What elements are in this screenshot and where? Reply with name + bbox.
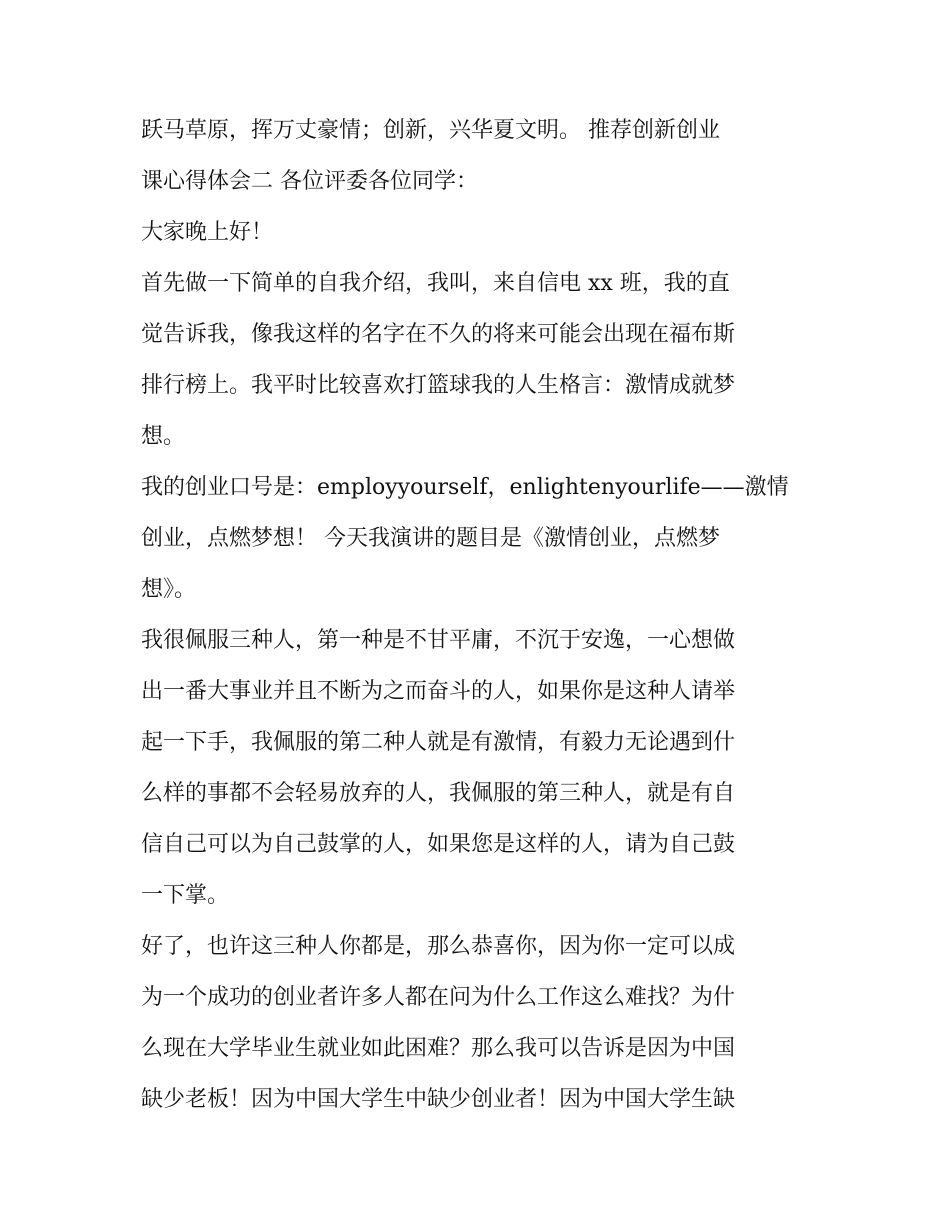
text-line: 我的创业口号是：employyourself，enlightenyourlife——激情 [141, 475, 789, 500]
paragraph-1 [141, 105, 821, 207]
paragraph-5 [141, 615, 821, 921]
text-line: 一下掌。 [141, 883, 230, 908]
text-line: 创业，点燃梦想！ 今天我演讲的题目是《激情创业，点燃梦 [141, 526, 720, 551]
text-line: 大家晚上好！ [141, 220, 274, 245]
paragraph-6 [141, 921, 821, 1125]
text-line: 跃马草原，挥万丈豪情；创新，兴华夏文明。 推荐创新创业 [141, 118, 720, 143]
text-line: 么现在大学毕业生就业如此困难？那么我可以告诉是因为中国 [141, 1036, 736, 1061]
text-line: 为一个成功的创业者许多人都在问为什么工作这么难找？为什 [141, 985, 736, 1010]
document-body [141, 105, 821, 1125]
text-line: 课心得体会二 各位评委各位同学： [141, 169, 478, 194]
text-line: 首先做一下简单的自我介绍，我叫，来自信电 xx 班，我的直 [141, 271, 730, 296]
text-line: 想。 [141, 424, 186, 449]
text-line: 么样的事都不会轻易放弃的人，我佩服的第三种人，就是有自 [141, 781, 736, 806]
text-line: 排行榜上。我平时比较喜欢打篮球我的人生格言：激情成就梦 [141, 373, 736, 398]
paragraph-3 [141, 258, 821, 462]
paragraph-2 [141, 207, 821, 258]
text-line: 我很佩服三种人，第一种是不甘平庸，不沉于安逸，一心想做 [141, 628, 736, 653]
text-line: 起一下手，我佩服的第二种人就是有激情，有毅力无论遇到什 [141, 730, 736, 755]
text-line: 信自己可以为自己鼓掌的人，如果您是这样的人，请为自己鼓 [141, 832, 736, 857]
text-line: 缺少老板！因为中国大学生中缺少创业者！因为中国大学生缺 [141, 1087, 736, 1112]
text-line: 出一番大事业并且不断为之而奋斗的人，如果你是这种人请举 [141, 679, 736, 704]
paragraph-4 [141, 462, 821, 615]
text-line: 觉告诉我，像我这样的名字在不久的将来可能会出现在福布斯 [141, 322, 736, 347]
text-line: 好了，也许这三种人你都是，那么恭喜你，因为你一定可以成 [141, 934, 736, 959]
text-line: 想》。 [141, 577, 197, 602]
